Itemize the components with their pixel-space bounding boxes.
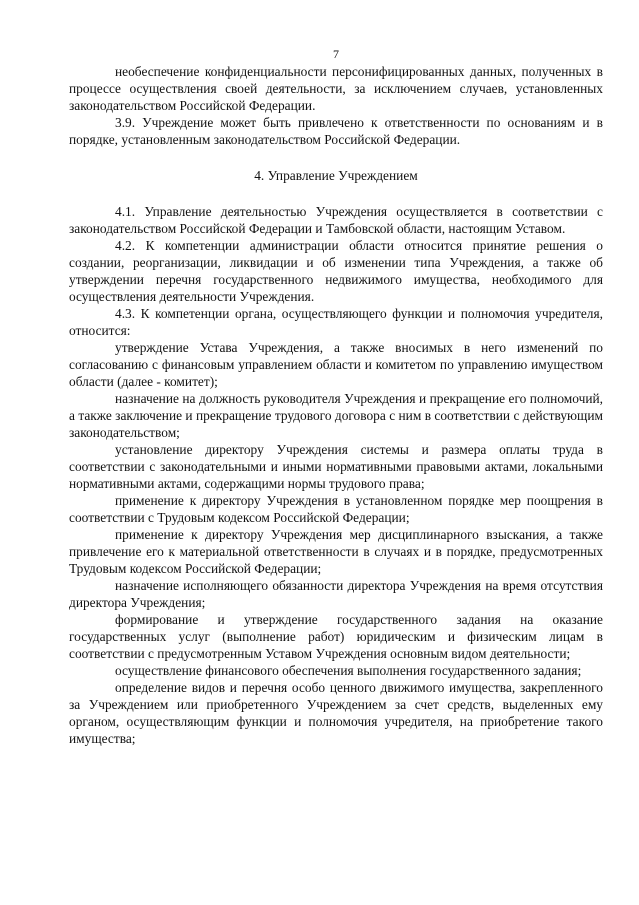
- page-number: 7: [333, 47, 339, 61]
- list-item-charter-approval: утверждение Устава Учреждения, а также вносимых в него изменений по согласованию с финансовым управлением области и комитетом по управлению имуществом области (далее - комитет);: [69, 340, 603, 389]
- list-item-director-pay: установление директору Учреждения системы и размера оплаты труда в соответствии с законодательными и иными нормативными правовыми актами, локальными нормативными актами, содержащими нормы трудового права;: [69, 442, 603, 491]
- section-heading: 4. Управление Учреждением: [254, 168, 418, 183]
- list-item-director-incentives: применение к директору Учреждения в установленном порядке мер поощрения в соответствии с Трудовым кодексом Российской Федерации;: [69, 493, 603, 525]
- list-item-acting-director: назначение исполняющего обязанности директора Учреждения на время отсутствия директора Учреждения;: [69, 578, 603, 610]
- paragraph-3-9: 3.9. Учреждение может быть привлечено к ответственности по основаниям и в порядке, установленным законодательством Российской Федерации.: [69, 115, 603, 147]
- list-item-valuable-property: определение видов и перечня особо ценного движимого имущества, закрепленного за Учреждением или приобретенного Учреждением за счет средств, выделенных ему органом, осуществляющим функции и полномочия учредителя, на приобретение такого имущества;: [69, 680, 603, 746]
- list-item-director-appointment: назначение на должность руководителя Учреждения и прекращение его полномочий, а также заключение и прекращение трудового договора с ним в соответствии с действующим законодательством;: [69, 391, 603, 440]
- list-item-state-assignment: формирование и утверждение государственного задания на оказание государственных услуг (выполнение работ) юридическим и физическим лицам в соответствии с предусмотренным Уставом Учреждения основным видом деятельности;: [69, 612, 603, 661]
- paragraph-continued: необеспечение конфиденциальности персонифицированных данных, полученных в процессе осуществления своей деятельности, за исключением случаев, установленных законодательством Российской Федерации.: [69, 64, 603, 113]
- list-item-financial-support: осуществление финансового обеспечения выполнения государственного задания;: [115, 663, 582, 678]
- document-page: [69, 47, 603, 747]
- list-item-director-discipline: применение к директору Учреждения мер дисциплинарного взыскания, а также привлечение его к материальной ответственности в случаях и в порядке, предусмотренных Трудовым кодексом Российской Федерации;: [69, 527, 603, 576]
- paragraph-4-1: 4.1. Управление деятельностью Учреждения осуществляется в соответствии с законодательством Российской Федерации и Тамбовской области, настоящим Уставом.: [69, 204, 603, 236]
- paragraph-4-3: 4.3. К компетенции органа, осуществляющего функции и полномочия учредителя, относится:: [69, 306, 603, 338]
- paragraph-4-2: 4.2. К компетенции администрации области относится принятие решения о создании, реорганизации, ликвидации и об изменении типа Учреждения, а также об утверждении перечня государственного недвижимого имущества, необходимого для осуществления деятельности Учреждения.: [69, 238, 603, 304]
